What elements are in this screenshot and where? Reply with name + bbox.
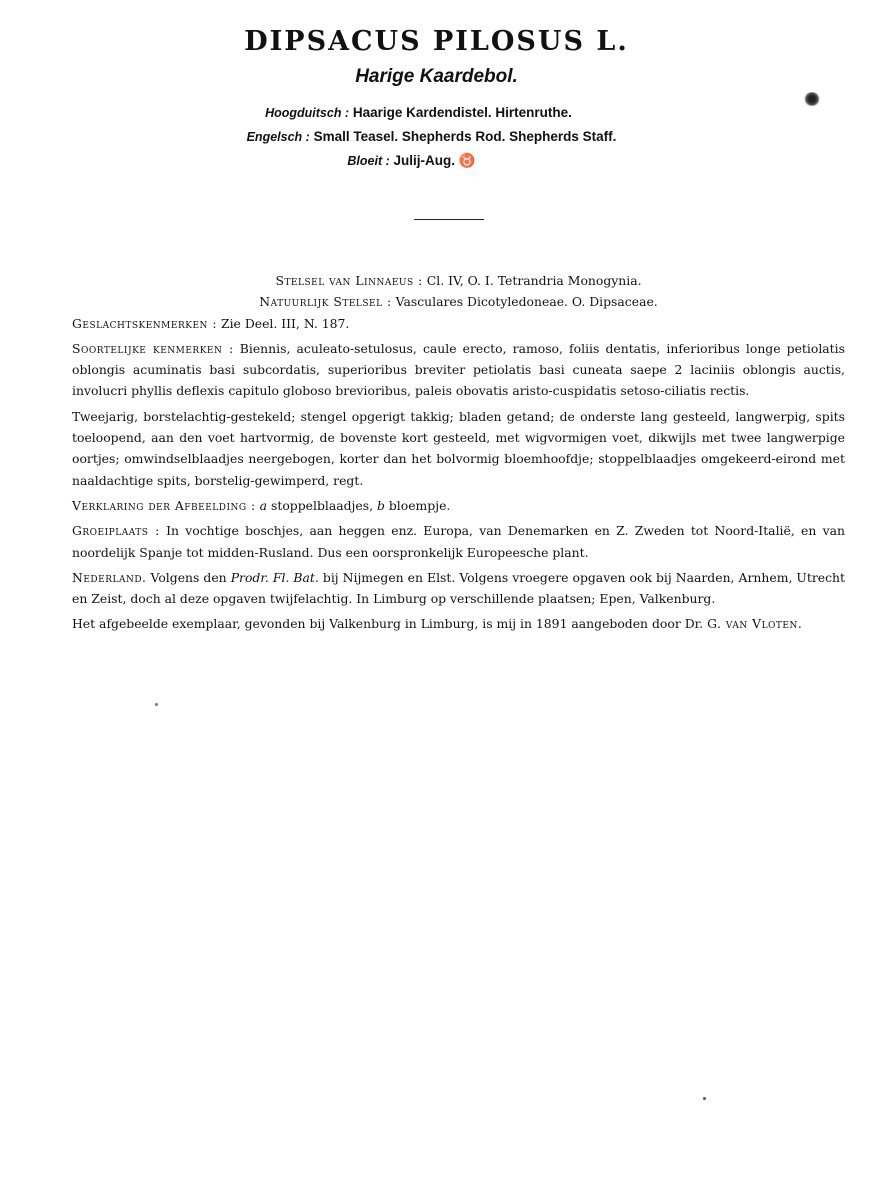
genus-line	[72, 313, 845, 334]
genus-label: Geslachtskenmerken :	[72, 315, 218, 331]
netherlands-paragraph	[72, 567, 845, 610]
description-body	[72, 270, 845, 635]
habitat-label: Groeiplaats :	[72, 523, 160, 539]
genus-text: Zie Deel. III, N. 187.	[220, 315, 350, 331]
species-label: Soortelijke kenmerken :	[72, 340, 234, 356]
netherlands-label: Nederland.	[72, 569, 147, 585]
dutch-description-paragraph: Tweejarig, borstelachtig-gestekeld; stengel opgerigt takkig; bladen getand; de onderste lang gesteeld, langwerpig, spits toeloopend, aan den voet hartvormig, de bovenste kort gesteeld, met wigvormigen voet, dikwijls met twee langwerpige oortjes; omwindselblaadjes neergebogen, korter dan het bolvormig bloemhoofdje; stoppelblaadjes omgekeerd-eirond met naaldachtige spits, borstelig-gewimperd, regt.	[72, 408, 845, 488]
common-names-block	[0, 101, 873, 173]
dutch-common-name: Harige Kaardebol.	[355, 66, 518, 87]
figure-b-marker: b	[376, 497, 385, 513]
linnaeus-text: Cl. IV, O. I. Tetrandria Monogynia.	[426, 273, 642, 288]
habitat-paragraph	[72, 520, 845, 563]
linnaeus-system-line	[72, 270, 845, 291]
german-names: Haarige Kardendistel. Hirtenruthe.	[352, 105, 572, 120]
figure-a-text: stoppelblaadjes,	[271, 497, 374, 513]
print-speck	[703, 1097, 706, 1100]
donor-name: G. van Vloten.	[707, 616, 803, 632]
natural-text: Vasculares Dicotyledoneae. O. Dipsaceae.	[395, 294, 658, 310]
specimen-paragraph	[72, 613, 845, 634]
flowering-label: Bloeit :	[347, 154, 390, 168]
figure-label: Verklaring der Afbeelding :	[72, 497, 256, 513]
species-text: Biennis, aculeato-setulosus, caule erecto, ramoso, foliis dentatis, inferioribus longe petiolatis oblongis acuminatis basi subcordatis, superioribus breviter petiolatis basi cuneata saepe 2 laciniis oblongis auctis, involucri phyllis deflexis capitulo globoso brevioribus, paleis obovatis aristo-cuspidatis setoso-ciliatis rectis.	[72, 340, 845, 399]
english-names: Small Teasel. Shepherds Rod. Shepherds Staff.	[313, 129, 617, 144]
page-title: DIPSACUS PILOSUS L.	[244, 26, 629, 57]
natural-system-line	[72, 291, 845, 312]
netherlands-text-2: bij Nijmegen en Elst. Volgens vroegere opgaven ook bij Naarden, Arnhem, Utrecht en Zeist, doch al deze opgaven twijfelachtig. In Limburg op verschillende plaatsen; Epen, Valkenburg.	[72, 569, 845, 607]
specimen-text: Het afgebeelde exemplaar, gevonden bij Valkenburg in Limburg, is mij in 1891 aangeboden door Dr.	[72, 616, 704, 632]
linnaeus-label: Stelsel van Linnaeus :	[275, 273, 423, 288]
figure-a-marker: a	[259, 497, 268, 513]
english-name-row	[0, 125, 873, 149]
ink-speck	[804, 92, 820, 106]
flowering-row	[0, 149, 873, 173]
prodromus-reference: Prodr. Fl. Bat.	[230, 569, 319, 585]
english-label: Engelsch :	[246, 130, 310, 144]
netherlands-text-1: Volgens den	[150, 569, 227, 585]
german-label: Hoogduitsch :	[265, 106, 350, 120]
figure-explanation-line	[72, 495, 845, 516]
figure-b-text: bloempje.	[388, 497, 451, 513]
habitat-text: In vochtige boschjes, aan heggen enz. Europa, van Denemarken en Z. Zweden tot Noord-Italië, en van noordelijk Spanje tot midden-Rusland. Dus een oorspronkelijk Europeesche plant.	[72, 523, 845, 560]
divider-rule	[414, 219, 484, 220]
print-speck	[155, 703, 158, 706]
flowering-period: Julij-Aug. ♉	[393, 153, 476, 168]
natural-label: Natuurlijk Stelsel :	[259, 294, 392, 310]
german-name-row	[0, 101, 873, 125]
species-paragraph	[72, 338, 845, 402]
